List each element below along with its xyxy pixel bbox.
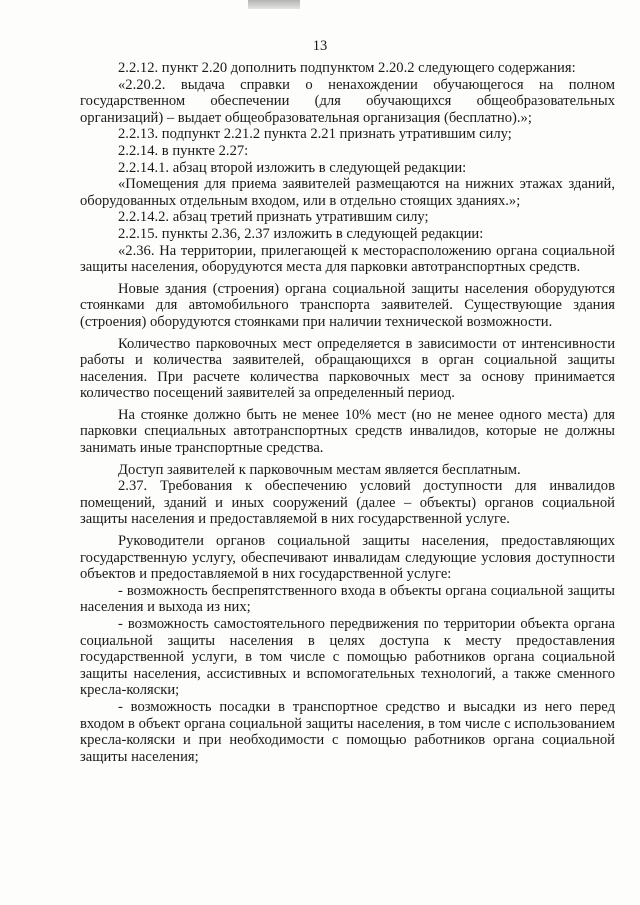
list-item-movement: - возможность самостоятельного передвижения по территории объекта органа социальной защиты населения в целях доступа к месту предоставления государственной услуги, в том числе с помощью работников органа социальной защиты населения, ассистивных и вспомогательных технологий, а также сменного кресла-коляски; (80, 616, 615, 699)
paragraph-2-20-2-quote: «2.20.2. выдача справки о ненахождении обучающегося на полном государственном обеспечении (для обучающихся общеобразовательных организаций) – выдает общеобразовательная организация (бесплатно).»; (80, 76, 615, 126)
paragraph-2-2-14: 2.2.14. в пункте 2.27: (118, 142, 249, 159)
list-item-entry: - возможность беспрепятственного входа в объекты органа социальной защиты населения и выхода из них; (80, 582, 615, 616)
page-number: 13 (312, 38, 328, 54)
document-body (80, 60, 615, 765)
paragraph-disabled-parking: На стоянке должно быть не менее 10% мест (но не менее одного места) для парковки специальных автотранспортных средств инвалидов, которые не должны занимать иные транспортные средства. (80, 406, 615, 457)
paragraph-2-2-15: 2.2.15. пункты 2.36, 2.37 изложить в следующей редакции: (118, 225, 484, 242)
paragraph-2-2-14-1: 2.2.14.1. абзац второй изложить в следующей редакции: (118, 159, 467, 176)
list-item-transport: - возможность посадки в транспортное средство и высадки из него перед входом в объект органа социальной защиты населения, в том числе с использованием кресла-коляски и при необходимости с помощью работников органа социальной защиты населения; (80, 698, 615, 765)
paragraph-2-2-13: 2.2.13. подпункт 2.21.2 пункта 2.21 признать утратившим силу; (118, 126, 512, 143)
paragraph-parking-count: Количество парковочных мест определяется в зависимости от интенсивности работы и количества заявителей, обращающихся в орган социальной защиты населения. При расчете количества парковочных мест за основу принимается количество посещений заявителей за определенный период. (80, 335, 615, 402)
scan-edge-mark (248, 0, 300, 9)
paragraph-2-36: «2.36. На территории, прилегающей к месторасположению органа социальной защиты населения, оборудуются места для парковки автотранспортных средств. (80, 242, 615, 276)
paragraph-heads-provide: Руководители органов социальной защиты населения, предоставляющих государственную услугу, обеспечивают инвалидам следующие условия доступности объектов и предоставляемой в них государственной услуге: (80, 533, 615, 583)
paragraph-premises-quote: «Помещения для приема заявителей размещаются на нижних этажах зданий, оборудованных отдельным входом, или в отдельно стоящих зданиях.»; (80, 176, 615, 209)
paragraph-2-37: 2.37. Требования к обеспечению условий доступности для инвалидов помещений, зданий и иных сооружений (далее – объекты) органов социальной защиты населения и предоставляемой в них государственной услуге. (80, 478, 615, 528)
paragraph-new-buildings: Новые здания (строения) органа социальной защиты населения оборудуются стоянками для автомобильного транспорта заявителей. Существующие здания (строения) оборудуются стоянками при наличии технической возможности. (80, 280, 615, 330)
paragraph-free-access: Доступ заявителей к парковочным местам является бесплатным. (118, 461, 521, 478)
paragraph-2-2-12: 2.2.12. пункт 2.20 дополнить подпунктом 2.20.2 следующего содержания: (118, 60, 576, 76)
paragraph-2-2-14-2: 2.2.14.2. абзац третий признать утратившим силу; (118, 209, 429, 226)
